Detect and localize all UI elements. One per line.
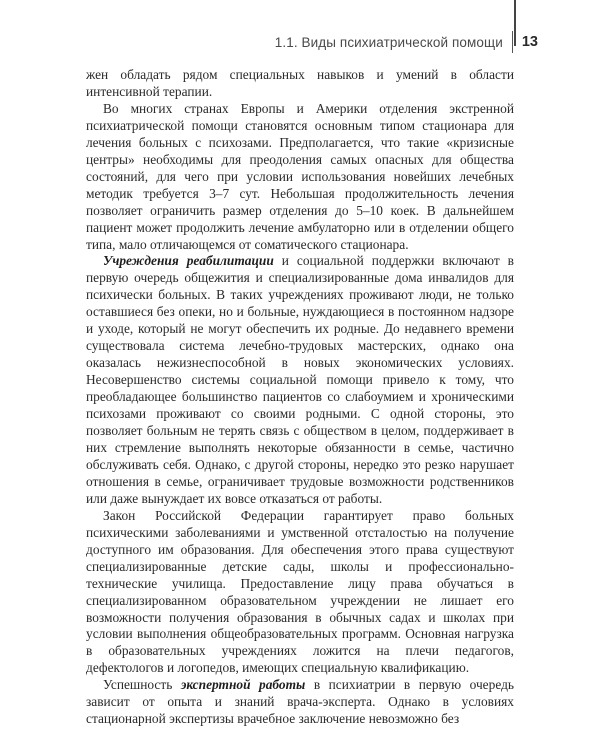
paragraph-3-text: и социальной поддержки включают в первую очередь общежития и специализированные дома инвалидов для психически больных. В таких учреждениях проживают люди, не только оставшиеся без опеки, но и больные, нуждающиеся в постоянном надзоре и уходе, который не могут обеспечить их родные. До недавнего времени существовала система лечебно-трудовых мастерских, однако она оказалась нежизнеспособной в новых экономических условиях. Несовершенство системы социальной помощи привело к тому, что преобладающее большинство пациентов со слабоумием и хроническими психозами проживают со своими родными. С одной стороны, это позволяет больным не терять связь с обществом в целом, поддерживает в них стремление выполнять некоторые обязанности в семье, частично обслуживать себя. Однако, с другой стороны, нередко это резко нарушает отношения в семье, ограничивает трудовые возможности родственников или даже вынуждает их вовсе отказаться от работы. [86,253,514,506]
paragraph-5-text: в психиатрии в первую очередь зависит от опыта и знаний врача-эксперта. Однако в условиях стационарной экспертизы врачебное заключение невозможно без [86,677,515,727]
page-number: 13 [521,34,538,50]
paragraph-3 [86,253,514,507]
paragraph-4: Закон Российской Федерации гарантирует право больных психическими заболеваниями и умственной отсталостью на получение доступного им образования. Для обеспечения этого права существуют специализированные детские сады, школы и профессионально-технические училища. Предоставление лицу права обучаться в специализированном образовательном учреждении не лишает его возможности получения образования в обычных садах и школах при условии выполнения общеобразовательных программ. Основная нагрузка в образовательных учреждениях ложится на плечи педагогов, дефектологов и логопедов, имеющих специальную квалификацию. [86,507,514,676]
running-header [275,28,538,56]
header-divider [512,31,513,53]
paragraph-5 [86,677,514,728]
term-expert-work: экспертной работы [180,677,306,693]
paragraph-1: жен обладать рядом специальных навыков и умений в области интенсивной терапии. [86,67,514,99]
term-rehabilitation: Учреждения реабилитации [103,253,274,269]
body-text [86,67,514,728]
paragraph-5-lead: Успешность [103,677,181,693]
paragraph-2: Во многих странах Европы и Америки отделения экстренной психиатрической помощи становятся основным типом стационара для лечения больных с психозами. Предполагается, что такие «кризисные центры» необходимы для преодоления самых опасных для общества состояний, для чего при условии использования новейших лечебных методик требуется 3–7 сут. Небольшая продолжительность лечения позволяет ограничить размер отделения до 5–10 коек. В дальнейшем пациент может продолжить лечение амбулаторно или в отделении общего типа, мало отличающемся от соматического стационара. [86,100,514,252]
section-title: 1.1. Виды психиатрической помощи [274,34,503,50]
